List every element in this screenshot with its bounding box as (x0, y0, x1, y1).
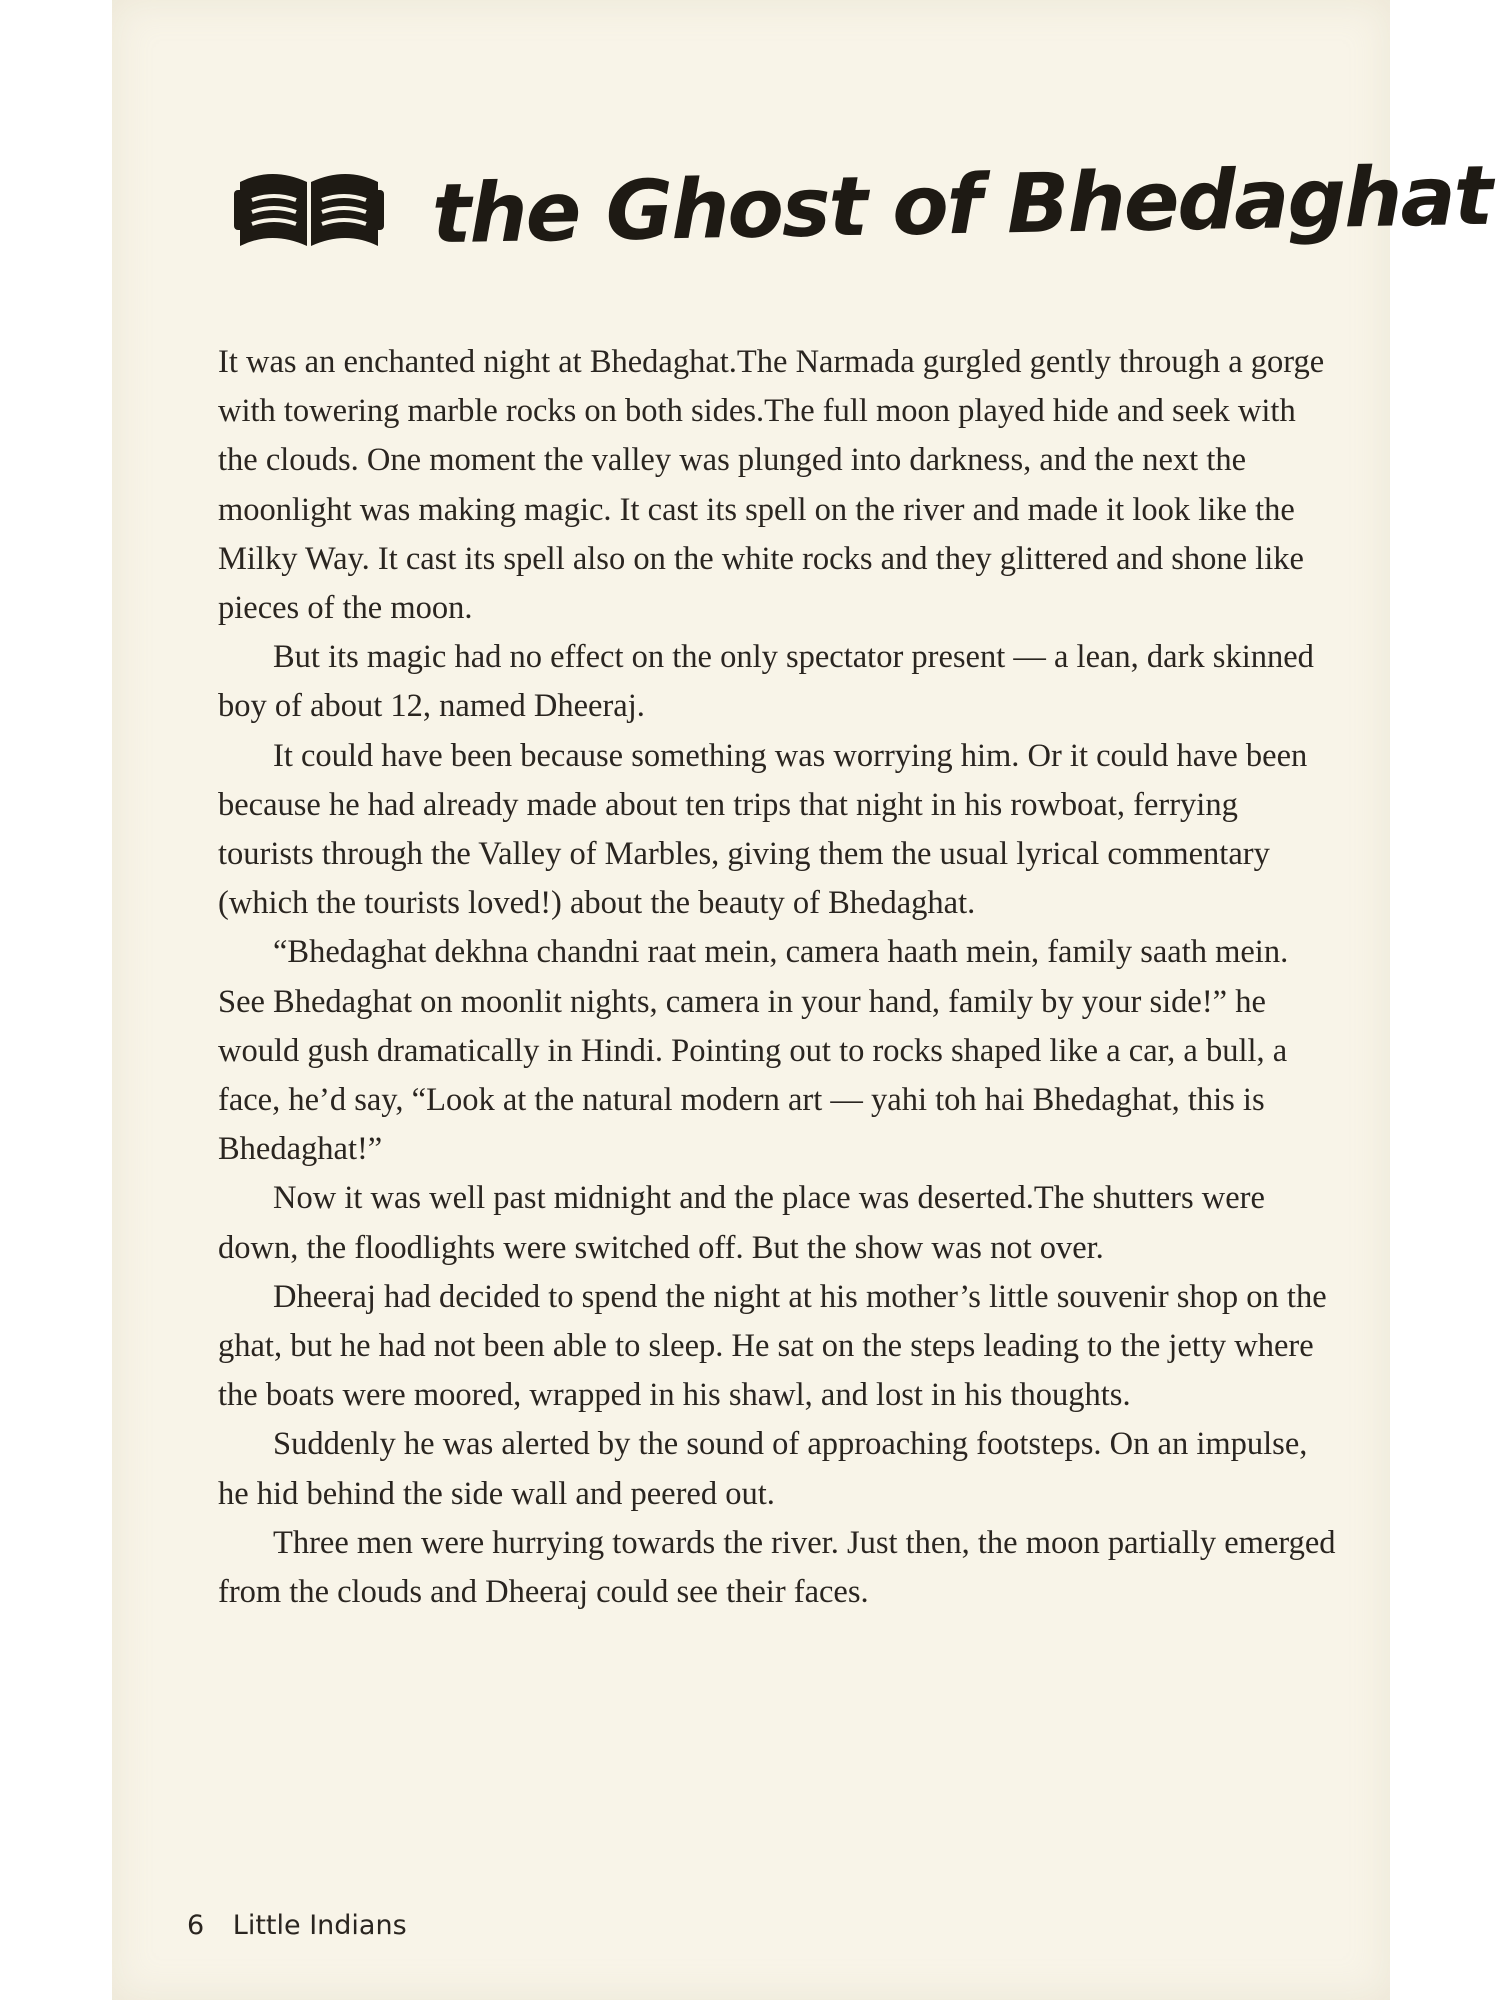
page-footer (187, 1910, 407, 1941)
paragraph: Dheeraj had decided to spend the night at his mother’s little souvenir shop on the ghat, but he had not been able to sleep. He sat on the steps leading to the jetty where the boats were moored, wrapped in his shawl, and lost in his thoughts. (218, 1278, 1327, 1414)
book-page (112, 0, 1492, 2000)
paragraph: “Bhedaghat dekhna chandni raat mein, camera haath mein, family saath mein. See Bhedaghat on moonlit nights, camera in your hand, family by your side!” he would gush dramatically in Hindi. Pointing out to rocks shaped like a car, a bull, a face, he’d say, “Look at the natural modern art — yahi toh hai Bhedaghat, this is Bhedaghat!” (218, 934, 1289, 1168)
open-book-icon (234, 160, 384, 250)
story-text (218, 338, 1338, 1617)
paragraph: But its magic had no effect on the only spectator present — a lean, dark skinned boy of about 12, named Dheeraj. (218, 639, 1314, 725)
paragraph: Now it was well past midnight and the place was deserted.The shutters were down, the floodlights were switched off. But the show was not over. (218, 1180, 1265, 1266)
running-title: Little Indians (232, 1910, 407, 1941)
paragraph: Three men were hurrying towards the river. Just then, the moon partially emerged from the clouds and Dheeraj could see their faces. (218, 1524, 1336, 1611)
paragraph: Suddenly he was alerted by the sound of approaching footsteps. On an impulse, he hid behind the side wall and peered out. (218, 1426, 1308, 1512)
page-number: 6 (187, 1910, 205, 1941)
paragraph: It could have been because something was worrying him. Or it could have been because he had already made about ten trips that night in his rowboat, ferrying tourists through the Valley of Marbles, giving them the usual lyrical commentary (which the tourists loved!) about the beauty of Bhedaghat. (218, 737, 1308, 922)
chapter-header (234, 130, 1492, 280)
chapter-title: the Ghost of Bhedaghat (431, 148, 1492, 262)
paragraph: It was an enchanted night at Bhedaghat.The Narmada gurgled gently through a gorge with towering marble rocks on both sides.The full moon played hide and seek with the clouds. One moment the valley was plunged into darkness, and the next the moonlight was making magic. It cast its spell on the river and made it look like the Milky Way. It cast its spell also on the white rocks and they glittered and shone like pieces of the moon. (218, 344, 1325, 627)
